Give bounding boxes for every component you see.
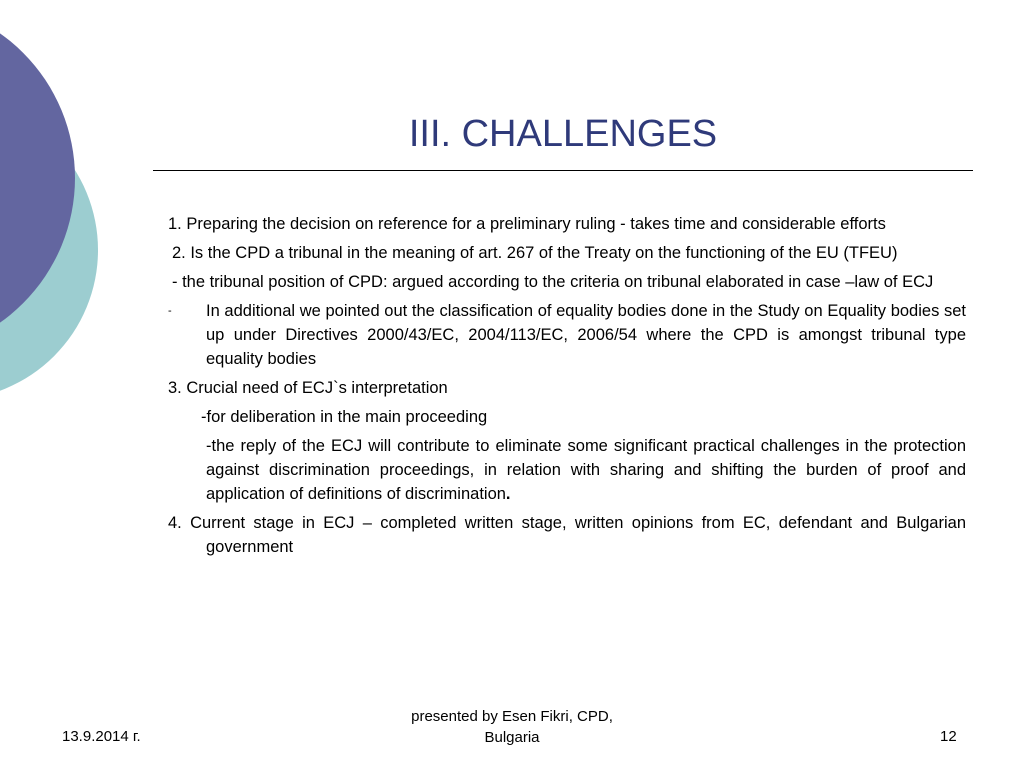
item-3-detail xyxy=(168,434,966,506)
slide-title: III. CHALLENGES xyxy=(408,113,718,155)
item-3-detail-end: . xyxy=(505,485,511,503)
teal-circle xyxy=(0,100,98,400)
page-number: 12 xyxy=(940,728,957,745)
item-2-bullet-text: In additional we pointed out the classification of equality bodies done in the Study on Equality bodies set up under Directives 2000/43/EC, 2004/113/EC, 2006/54 where the CPD is amongst tribunal type equality bodies xyxy=(206,302,966,368)
bullet-dash: - xyxy=(168,305,172,317)
title-divider xyxy=(153,170,973,171)
purple-circle xyxy=(0,1,75,355)
footer-presenter xyxy=(372,706,652,748)
item-3: 3. Crucial need of ECJ`s interpretation xyxy=(168,379,448,397)
item-3-detail-text: -the reply of the ECJ will contribute to eliminate some significant practical challenges in the protection against discrimination proceedings, in relation with sharing and shifting the burden of proof and application of definitions of discrimination xyxy=(206,437,966,503)
footer-presenter-line2: Bulgaria xyxy=(484,729,540,746)
item-2-bullet xyxy=(168,299,966,371)
item-1: 1. Preparing the decision on reference for a preliminary ruling - takes time and considerable efforts xyxy=(168,215,886,233)
item-3-subpoint: -for deliberation in the main proceeding xyxy=(201,408,488,426)
footer-presenter-line1: presented by Esen Fikri, CPD, xyxy=(411,708,613,725)
item-2: 2. Is the CPD a tribunal in the meaning of art. 267 of the Treaty on the functioning of the EU (TFEU) xyxy=(172,244,898,262)
slide-body xyxy=(168,212,966,564)
footer-date: 13.9.2014 г. xyxy=(62,728,141,745)
item-2-subpoint: - the tribunal position of CPD: argued according to the criteria on tribunal elaborated in case –law of ECJ xyxy=(172,273,934,291)
item-4: 4. Current stage in ECJ – completed written stage, written opinions from EC, defendant and Bulgarian government xyxy=(168,514,966,556)
